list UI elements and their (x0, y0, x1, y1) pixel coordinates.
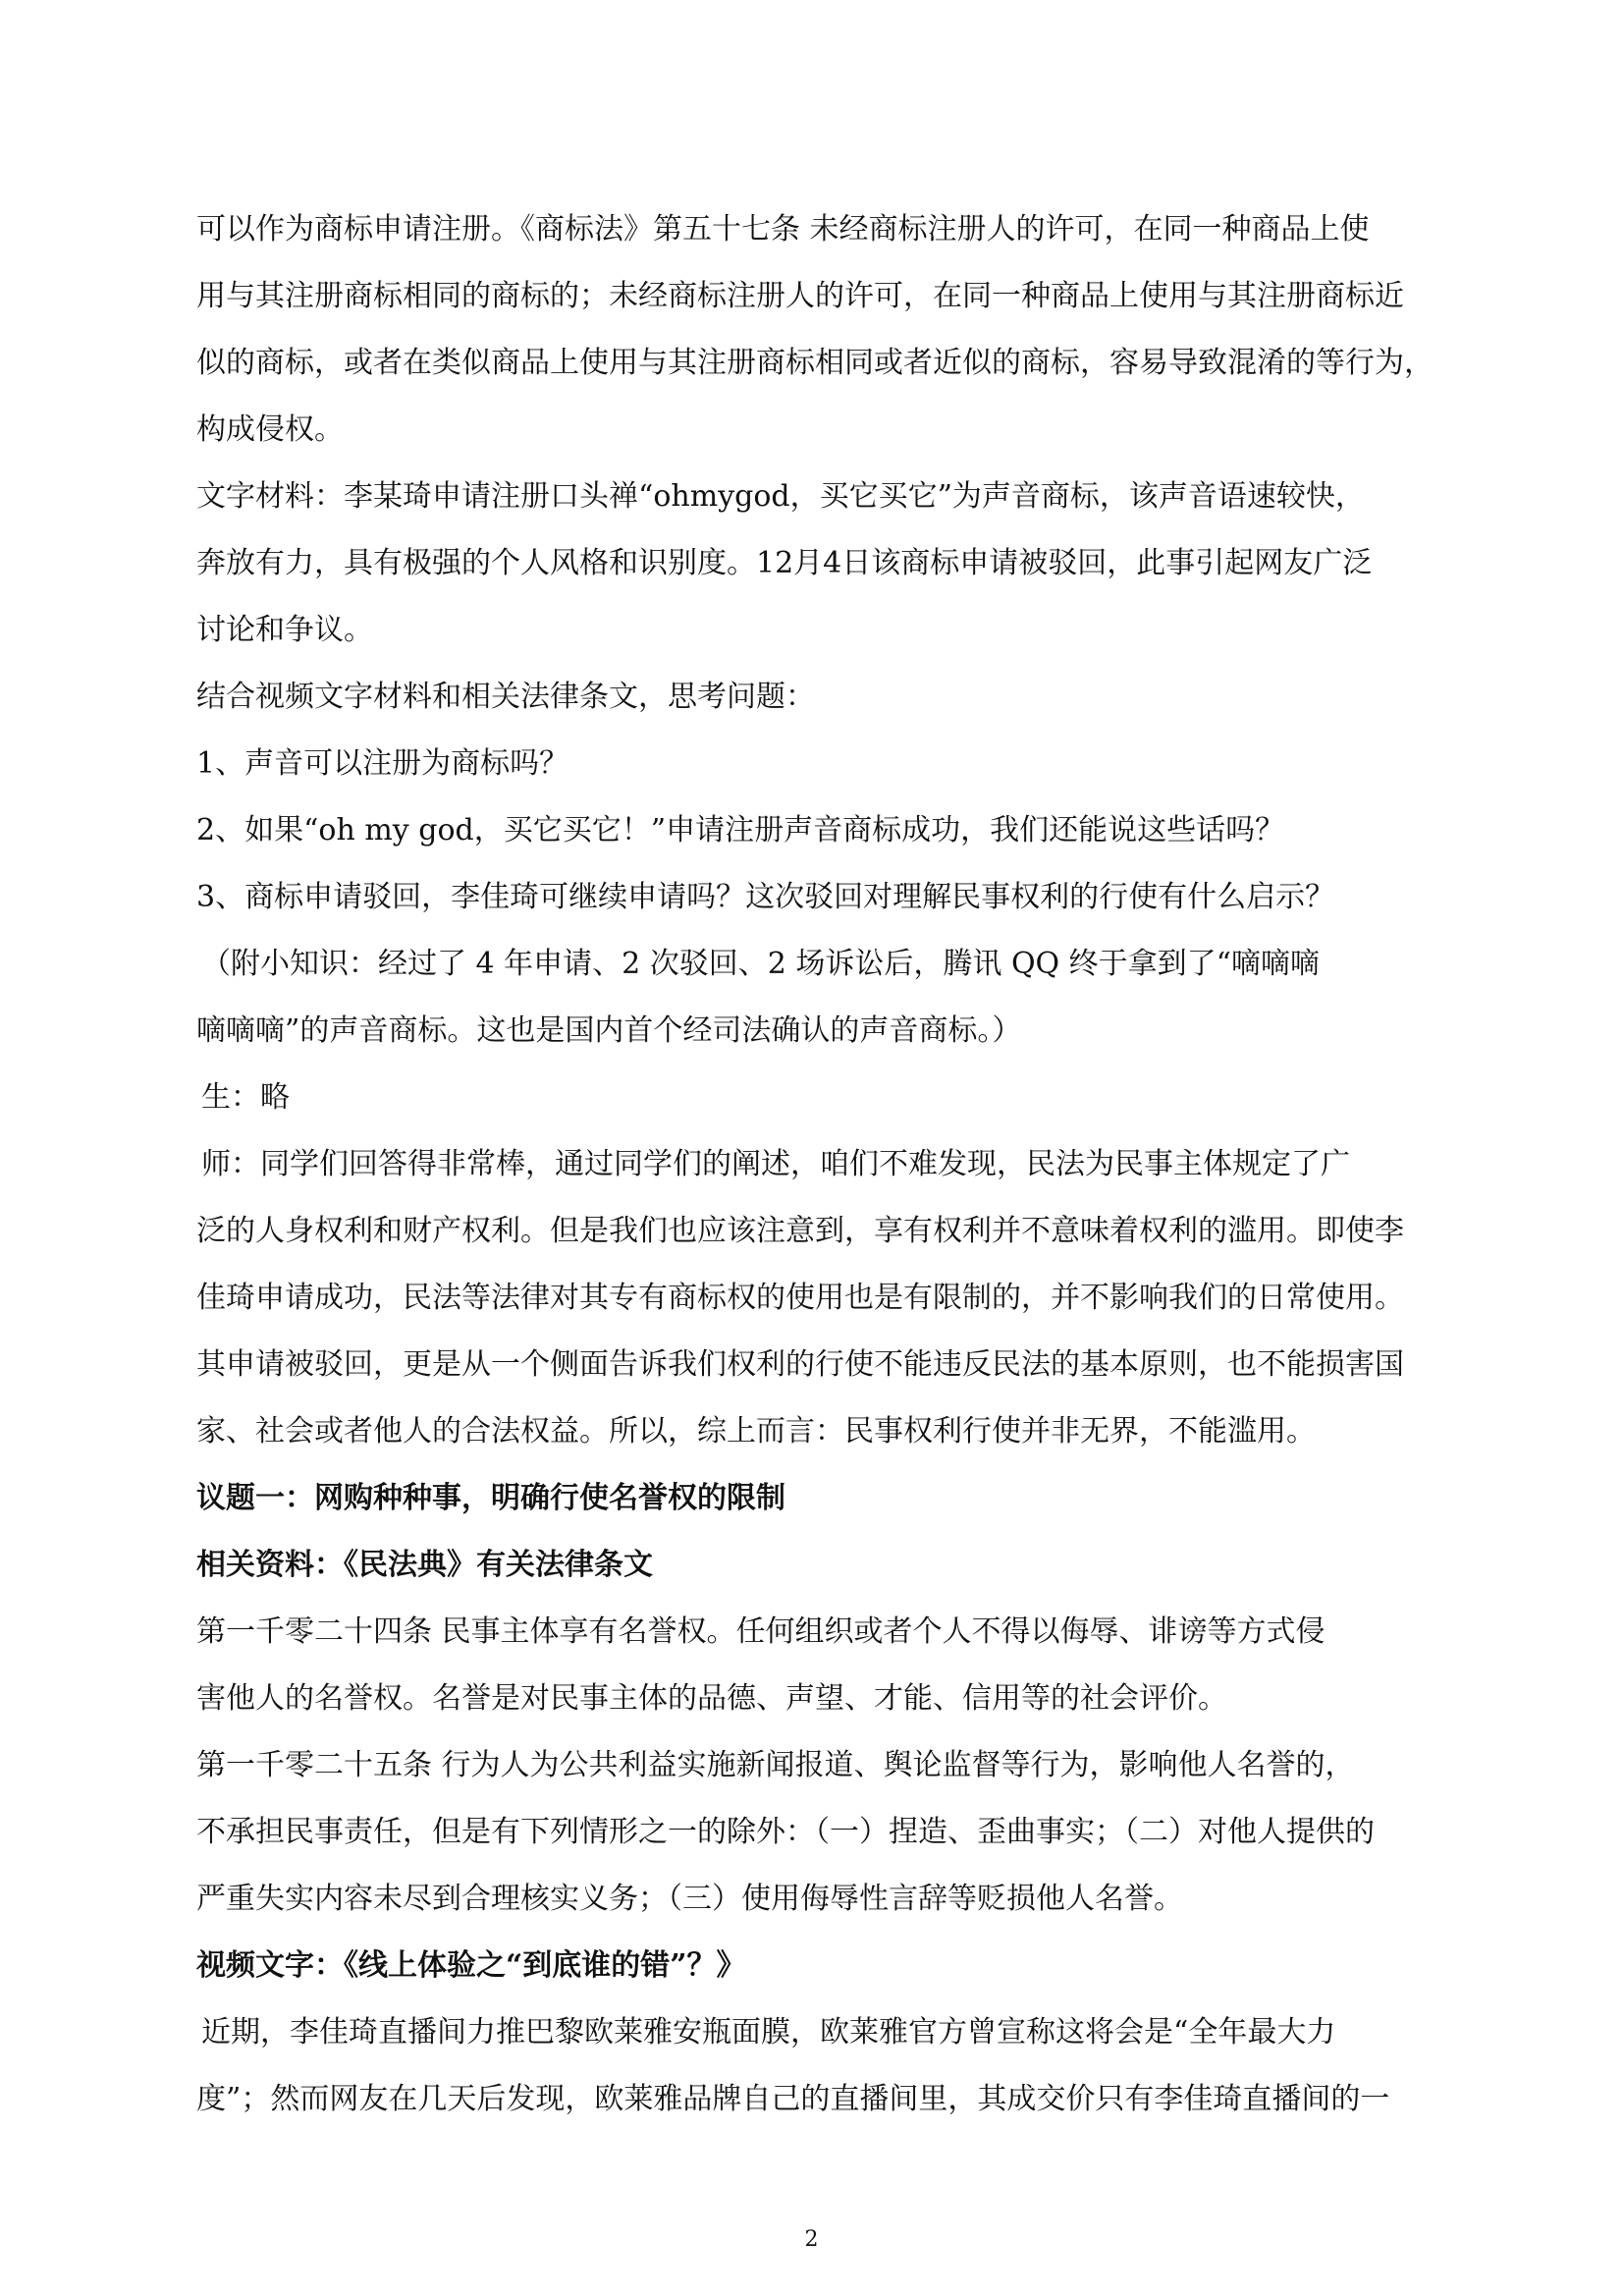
teacher-paragraph-line: 泛的人身权利和财产权利。但是我们也应该注意到，享有权利并不意味着权利的滥用。即使李 (196, 1214, 1404, 1248)
teacher-paragraph-line: 其申请被驳回，更是从一个侧面告诉我们权利的行使不能违反民法的基本原则，也不能损害国 (196, 1347, 1404, 1382)
paragraph-line: 构成侵权。 (196, 412, 344, 447)
question-item: 3、商标申请驳回，李佳琦可继续申请吗？这次驳回对理解民事权利的行使有什么启示？ (196, 880, 1335, 914)
note-line: 嘀嘀嘀”的声音商标。这也是国内首个经司法确认的声音商标。） (196, 1013, 1022, 1048)
paragraph-line: 讨论和争议。 (196, 613, 373, 647)
video-text-line: 近期，李佳琦直播间力推巴黎欧莱雅安瓶面膜，欧莱雅官方曾宣称这将会是“全年最大力 (201, 2015, 1336, 2050)
video-text-heading: 视频文字：《线上体验之“到底谁的错”？》 (196, 1948, 746, 1983)
law-article-line: 第一千零二十五条 行为人为公共利益实施新闻报道、舆论监督等行为，影响他人名誉的， (196, 1748, 1355, 1782)
teacher-paragraph-line: 佳琦申请成功，民法等法律对其专有商标权的使用也是有限制的，并不影响我们的日常使用。 (196, 1281, 1404, 1315)
teacher-paragraph-line: 家、社会或者他人的合法权益。所以，综上而言：民事权利行使并非无界，不能滥用。 (196, 1414, 1316, 1449)
teacher-paragraph-line: 师：同学们回答得非常棒，通过同学们的阐述，咱们不难发现，民法为民事主体规定了广 (201, 1147, 1350, 1181)
paragraph-line: 奔放有力，具有极强的个人风格和识别度。12月4日该商标申请被驳回，此事引起网友广泛 (196, 546, 1373, 580)
topic-heading: 议题一：网购种种事，明确行使名誉权的限制 (196, 1481, 785, 1515)
law-article-line: 不承担民事责任，但是有下列情形之一的除外：（一）捏造、歪曲事实；（二）对他人提供的 (196, 1815, 1375, 1849)
question-item: 2、如果“oh my god，买它买它！”申请注册声音商标成功，我们还能说这些话吗？ (196, 813, 1285, 847)
note-line: （附小知识：经过了 4 年申请、2 次驳回、2 场诉讼后，腾讯 QQ 终于拿到了“嘀嘀嘀 (201, 947, 1321, 981)
page-number: 2 (804, 2227, 819, 2252)
law-article-line: 严重失实内容未尽到合理核实义务；（三）使用侮辱性言辞等贬损他人名誉。 (196, 1882, 1183, 1916)
paragraph-line: 可以作为商标申请注册。《商标法》第五十七条 未经商标注册人的许可，在同一种商品上使 (196, 212, 1370, 246)
paragraph-line: 似的商标，或者在类似商品上使用与其注册商标相同或者近似的商标，容易导致混淆的等行为， (196, 346, 1434, 380)
question-item: 1、声音可以注册为商标吗？ (196, 746, 569, 781)
paragraph-line: 用与其注册商标相同的商标的；未经商标注册人的许可，在同一种商品上使用与其注册商标近 (196, 279, 1404, 313)
law-article-line: 第一千零二十四条 民事主体享有名誉权。任何组织或者个人不得以侮辱、诽谤等方式侵 (196, 1614, 1325, 1649)
question-heading: 结合视频文字材料和相关法律条文，思考问题： (196, 680, 815, 714)
student-answer: 生：略 (201, 1080, 290, 1115)
video-text-line: 度”；然而网友在几天后发现，欧莱雅品牌自己的直播间里，其成交价只有李佳琦直播间的一 (196, 2082, 1390, 2116)
law-article-line: 害他人的名誉权。名誉是对民事主体的品德、声望、才能、信用等的社会评价。 (196, 1681, 1227, 1716)
text-material-line: 文字材料：李某琦申请注册口头禅“ohmygod，买它买它”为声音商标，该声音语速较快， (196, 479, 1365, 514)
material-heading: 相关资料：《民法典》有关法律条文 (196, 1548, 653, 1582)
